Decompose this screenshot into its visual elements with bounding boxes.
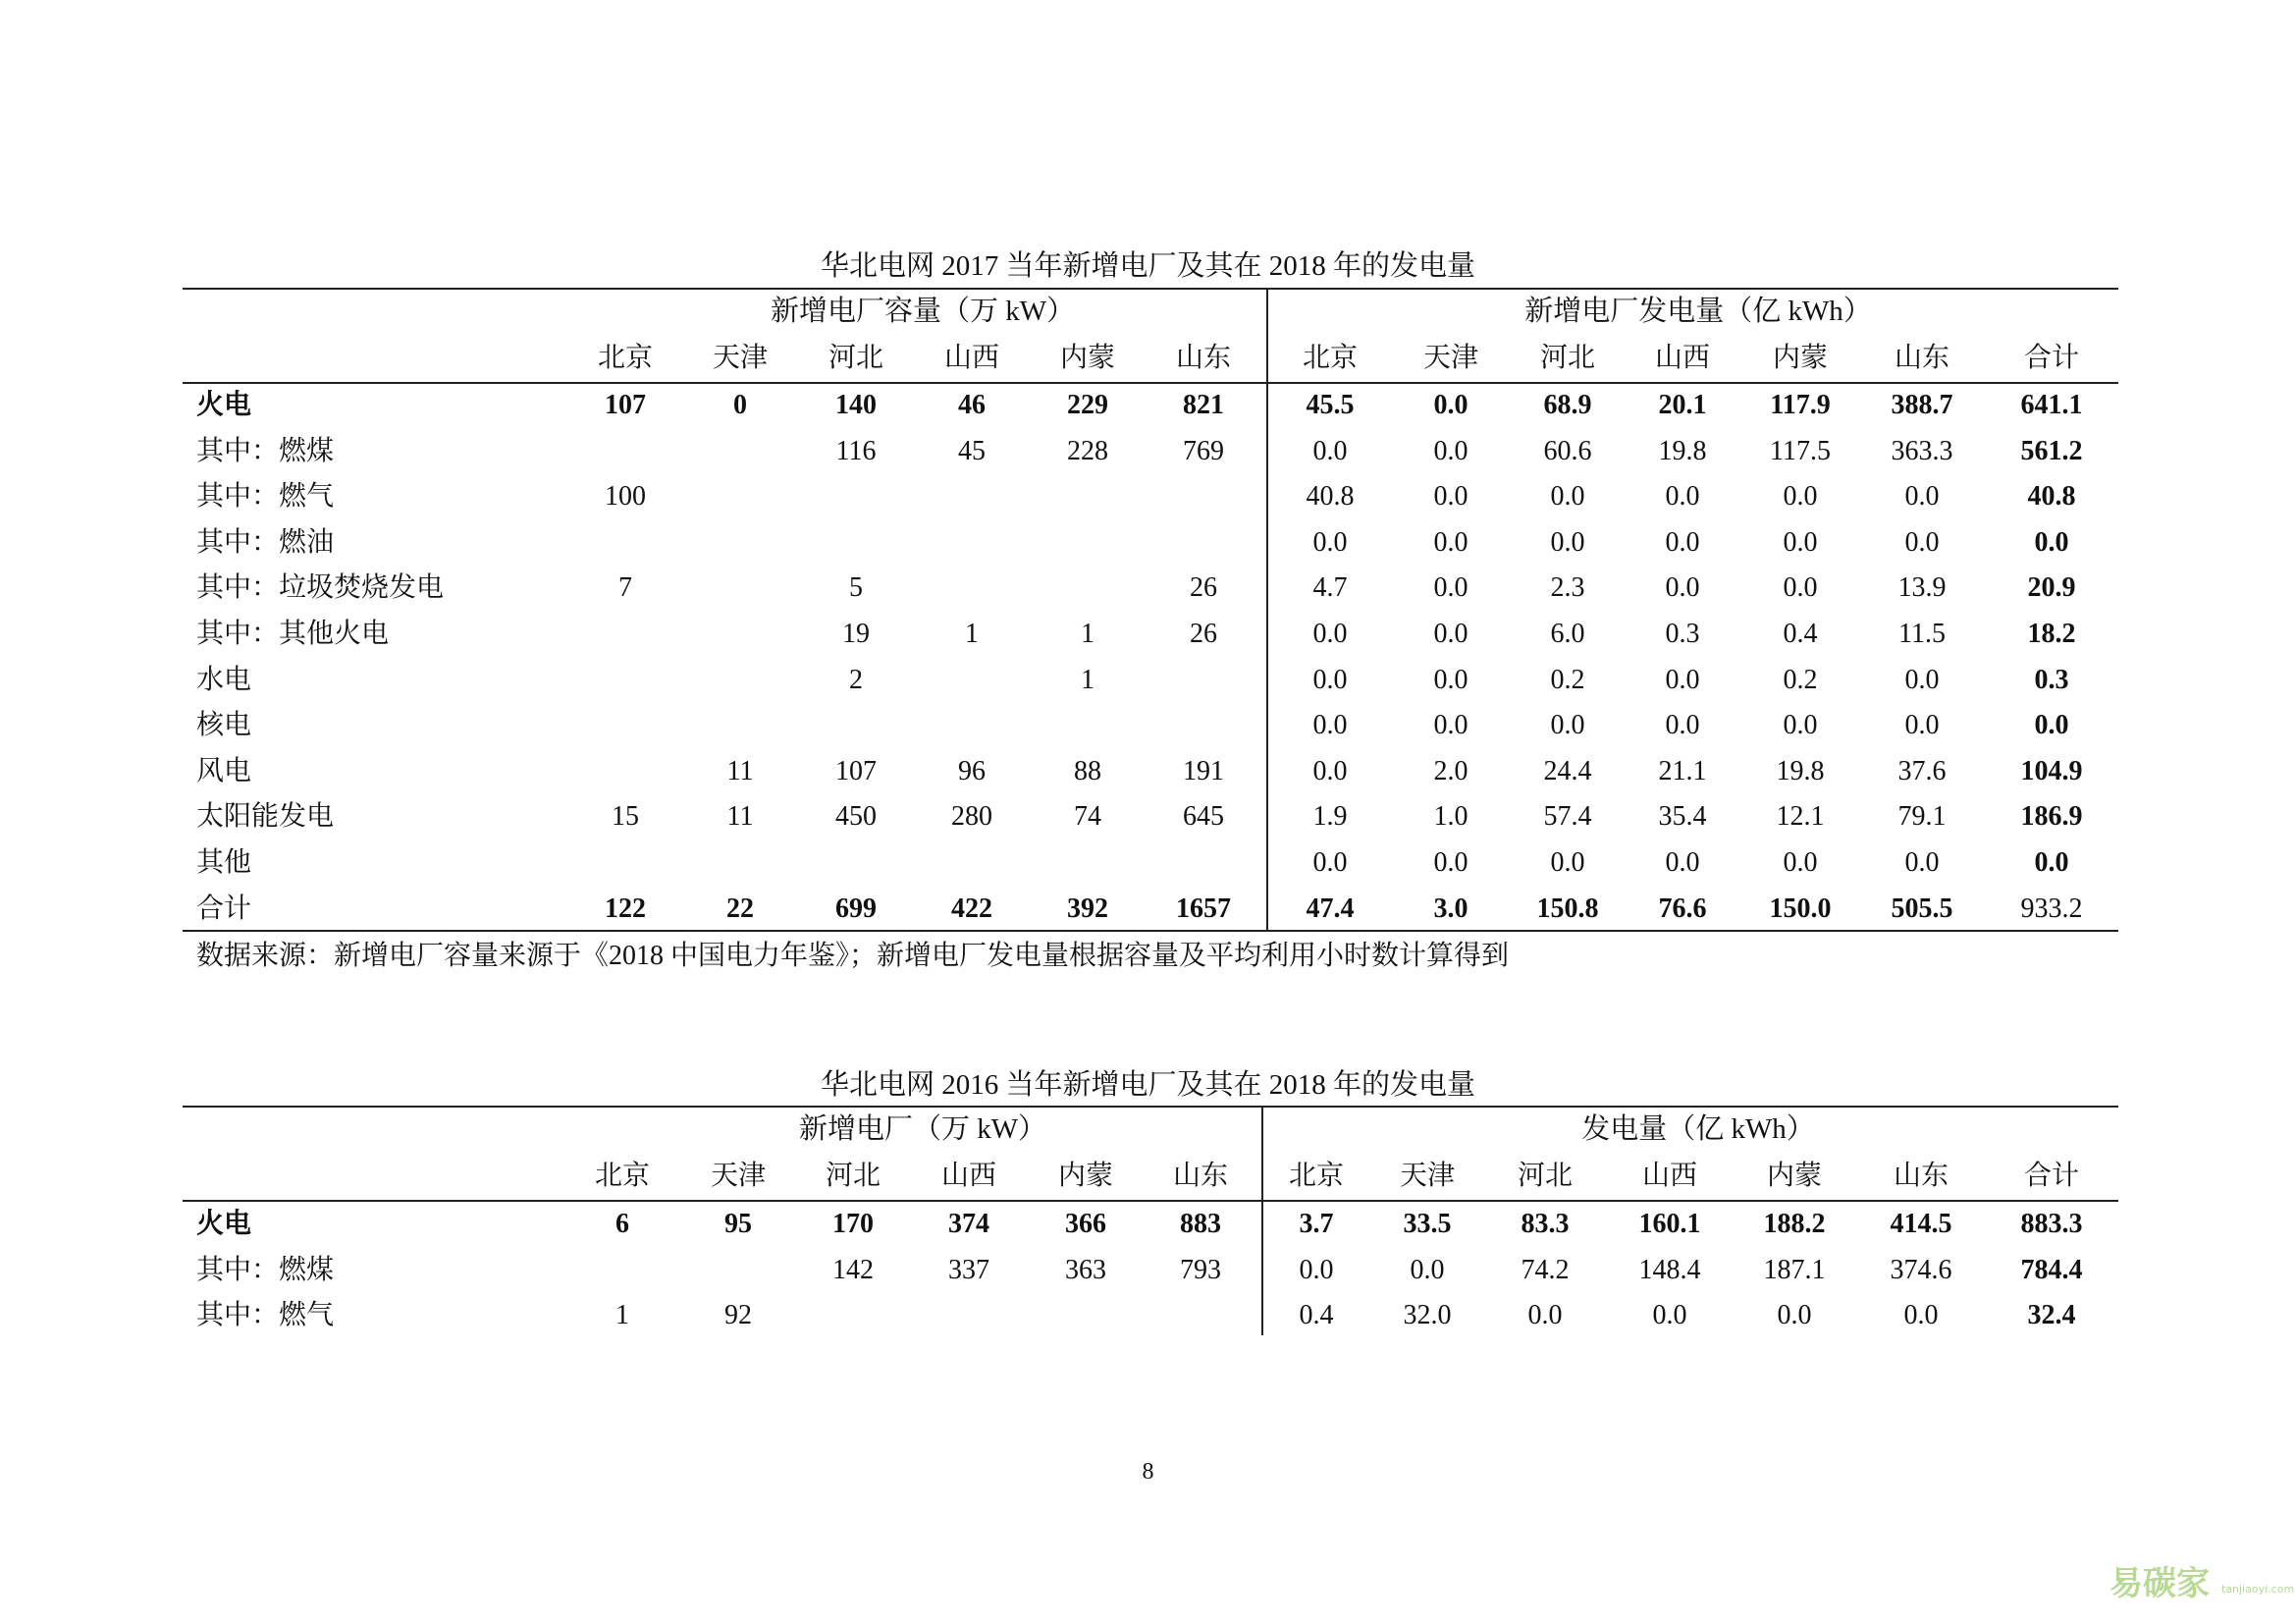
capacity-cell: 100: [605, 481, 646, 513]
generation-cell: 3.0: [1433, 893, 1468, 924]
column-header: 山东: [1894, 343, 1949, 373]
generation-cell: 3.7: [1299, 1209, 1334, 1239]
generation-cell: 0.0: [1903, 1300, 1939, 1331]
capacity-cell: [802, 520, 910, 566]
row-label: 核电: [196, 710, 252, 741]
capacity-cell: [918, 474, 1026, 519]
generation-cell: 0.0: [1665, 481, 1700, 513]
capacity-cell: [915, 1293, 1023, 1338]
generation-cell: 83.3: [1521, 1209, 1570, 1239]
capacity-cell: 15: [612, 801, 639, 833]
capacity-cell: 142: [832, 1254, 874, 1285]
capacity-cell: 6: [615, 1209, 629, 1239]
generation-cell: 0.0: [1312, 526, 1348, 558]
table1-divider: [1266, 290, 1268, 932]
generation-cell: 0.0: [2034, 526, 2069, 558]
column-header: 河北: [825, 1161, 881, 1191]
watermark-logo: [2106, 1559, 2295, 1608]
generation-cell: 0.0: [1312, 435, 1348, 466]
generation-cell: 0.4: [1783, 619, 1818, 649]
generation-cell: 0.0: [1904, 526, 1940, 558]
table2-title: 华北电网 2016 当年新增电厂及其在 2018 年的发电量: [820, 1069, 1475, 1101]
row-label: 其中：燃煤: [196, 435, 335, 466]
table2-capacity-group-header: 新增电厂（万 kW）: [798, 1113, 1047, 1145]
generation-cell: 0.0: [1652, 1300, 1687, 1331]
generation-cell: 35.4: [1658, 801, 1707, 833]
capacity-cell: [686, 840, 794, 886]
column-header: 河北: [828, 343, 883, 373]
capacity-cell: [1149, 520, 1257, 566]
generation-cell: 0.0: [1433, 526, 1468, 558]
generation-cell: 0.3: [1665, 619, 1700, 649]
table1-generation-group-header: 新增电厂发电量（亿 kWh）: [1524, 296, 1872, 327]
generation-cell: 0.0: [1665, 847, 1700, 878]
generation-cell: 0.0: [1312, 755, 1348, 786]
generation-cell: 0.0: [1312, 619, 1348, 649]
generation-cell: 0.0: [1410, 1254, 1445, 1285]
generation-cell: 21.1: [1658, 755, 1707, 786]
generation-cell: 883.3: [2020, 1209, 2083, 1239]
generation-cell: 0.2: [1550, 664, 1585, 695]
column-header: 天津: [1399, 1161, 1455, 1191]
capacity-cell: [918, 703, 1026, 748]
row-label: 其他: [196, 847, 252, 878]
capacity-cell: 7: [618, 572, 632, 604]
capacity-cell: 228: [1067, 435, 1108, 466]
capacity-cell: 1: [1081, 619, 1095, 649]
table1-bottom-rule: [183, 930, 2118, 932]
capacity-cell: [571, 612, 679, 657]
generation-cell: 0.0: [1433, 664, 1468, 695]
generation-cell: 0.0: [1433, 481, 1468, 513]
generation-cell: 45.5: [1306, 390, 1355, 420]
capacity-cell: 229: [1067, 390, 1108, 420]
generation-cell: 0.0: [1783, 847, 1818, 878]
capacity-cell: [1149, 703, 1257, 748]
column-header: 北京: [1288, 1161, 1344, 1191]
column-header: 河北: [1517, 1161, 1573, 1191]
column-header: 天津: [712, 343, 768, 373]
capacity-cell: 96: [958, 755, 986, 786]
generation-cell: 0.0: [1665, 710, 1700, 741]
capacity-cell: [1034, 474, 1142, 519]
generation-cell: 32.0: [1403, 1300, 1452, 1331]
capacity-cell: 793: [1180, 1254, 1221, 1285]
capacity-cell: [1034, 703, 1142, 748]
generation-cell: 104.9: [2020, 755, 2083, 786]
generation-cell: 0.0: [1777, 1300, 1812, 1331]
capacity-cell: 170: [832, 1209, 874, 1239]
capacity-cell: 46: [958, 390, 986, 420]
table2-generation-group-header: 发电量（亿 kWh）: [1581, 1113, 1815, 1145]
generation-cell: 0.0: [1665, 526, 1700, 558]
capacity-cell: 1: [1081, 664, 1095, 695]
capacity-cell: [568, 1248, 676, 1293]
generation-cell: 11.5: [1898, 619, 1946, 649]
capacity-cell: 374: [948, 1209, 989, 1239]
column-header: 北京: [1302, 343, 1358, 373]
generation-cell: 24.4: [1543, 755, 1592, 786]
capacity-cell: 122: [605, 893, 646, 924]
capacity-cell: [1034, 566, 1142, 611]
generation-cell: 0.0: [1665, 664, 1700, 695]
column-header: 河北: [1539, 343, 1595, 373]
generation-cell: 150.0: [1769, 893, 1832, 924]
generation-cell: 388.7: [1891, 390, 1953, 420]
column-header: 合计: [2023, 1161, 2079, 1191]
table1-title: 华北电网 2017 当年新增电厂及其在 2018 年的发电量: [820, 250, 1475, 282]
generation-cell: 1.0: [1433, 801, 1468, 833]
capacity-cell: 366: [1065, 1209, 1106, 1239]
capacity-cell: [686, 703, 794, 748]
generation-cell: 363.3: [1891, 435, 1953, 466]
column-header: 内蒙: [1059, 343, 1115, 373]
row-label: 水电: [196, 664, 252, 695]
row-label: 其中：其他火电: [196, 619, 390, 649]
capacity-cell: 0: [733, 390, 747, 420]
capacity-cell: 2: [849, 664, 863, 695]
capacity-cell: [686, 474, 794, 519]
capacity-cell: 883: [1180, 1209, 1221, 1239]
column-header: 内蒙: [1766, 1161, 1822, 1191]
capacity-cell: 645: [1183, 801, 1224, 833]
generation-cell: 0.2: [1783, 664, 1818, 695]
generation-cell: 784.4: [2020, 1254, 2083, 1285]
capacity-cell: [918, 520, 1026, 566]
generation-cell: 0.0: [1783, 710, 1818, 741]
generation-cell: 20.9: [2027, 572, 2076, 604]
generation-cell: 505.5: [1891, 893, 1953, 924]
generation-cell: 117.5: [1770, 435, 1831, 466]
capacity-cell: [686, 566, 794, 611]
capacity-cell: [571, 429, 679, 474]
capacity-cell: 45: [958, 435, 986, 466]
row-label: 其中：垃圾焚烧发电: [196, 572, 445, 604]
capacity-cell: [686, 429, 794, 474]
capacity-cell: [1034, 840, 1142, 886]
generation-cell: 150.8: [1536, 893, 1599, 924]
generation-cell: 0.0: [1783, 481, 1818, 513]
generation-cell: 148.4: [1638, 1254, 1701, 1285]
watermark-sub: tanjiaoyi.com: [2221, 1583, 2295, 1596]
capacity-cell: [802, 840, 910, 886]
generation-cell: 0.0: [2034, 710, 2069, 741]
generation-cell: 0.0: [1433, 435, 1468, 466]
row-label: 火电: [196, 1209, 252, 1239]
capacity-cell: 392: [1067, 893, 1108, 924]
column-header: 山西: [943, 343, 999, 373]
generation-cell: 0.0: [1527, 1300, 1563, 1331]
generation-cell: 6.0: [1550, 619, 1585, 649]
capacity-cell: 11: [726, 755, 754, 786]
capacity-cell: [571, 840, 679, 886]
row-label: 合计: [196, 893, 252, 924]
capacity-cell: 1: [615, 1300, 629, 1331]
capacity-cell: 22: [726, 893, 754, 924]
capacity-cell: 699: [835, 893, 877, 924]
capacity-cell: 363: [1065, 1254, 1106, 1285]
capacity-cell: 1657: [1176, 893, 1231, 924]
capacity-cell: [799, 1293, 907, 1338]
capacity-cell: 26: [1190, 619, 1217, 649]
column-header: 天津: [710, 1161, 766, 1191]
generation-cell: 0.0: [1550, 481, 1585, 513]
generation-cell: 57.4: [1543, 801, 1592, 833]
generation-cell: 0.0: [1550, 710, 1585, 741]
capacity-cell: 19: [842, 619, 870, 649]
capacity-cell: [802, 474, 910, 519]
capacity-cell: [802, 703, 910, 748]
row-label: 其中：燃煤: [196, 1254, 335, 1285]
watermark-text: 易碳家: [2109, 1564, 2210, 1603]
capacity-cell: [918, 658, 1026, 703]
capacity-cell: [1032, 1293, 1140, 1338]
capacity-cell: [1149, 840, 1257, 886]
generation-cell: 19.8: [1658, 435, 1707, 466]
generation-cell: 187.1: [1763, 1254, 1826, 1285]
generation-cell: 160.1: [1638, 1209, 1701, 1239]
generation-cell: 0.0: [1783, 572, 1818, 604]
generation-cell: 0.0: [1312, 664, 1348, 695]
capacity-cell: [571, 520, 679, 566]
capacity-cell: 5: [849, 572, 863, 604]
capacity-cell: [686, 520, 794, 566]
row-label: 其中：燃气: [196, 1300, 335, 1331]
capacity-cell: 422: [951, 893, 992, 924]
page-number: 8: [1142, 1459, 1154, 1485]
capacity-cell: 1: [965, 619, 979, 649]
column-header: 山东: [1172, 1161, 1228, 1191]
generation-cell: 0.0: [1299, 1254, 1334, 1285]
generation-cell: 188.2: [1763, 1209, 1826, 1239]
generation-cell: 47.4: [1306, 893, 1355, 924]
generation-cell: 0.0: [1550, 847, 1585, 878]
column-header: 内蒙: [1772, 343, 1828, 373]
capacity-cell: 92: [724, 1300, 752, 1331]
generation-cell: 0.3: [2034, 664, 2069, 695]
generation-cell: 13.9: [1897, 572, 1947, 604]
capacity-cell: 107: [605, 390, 646, 420]
capacity-cell: [1149, 658, 1257, 703]
generation-cell: 12.1: [1776, 801, 1825, 833]
capacity-cell: 769: [1183, 435, 1224, 466]
generation-cell: 40.8: [1306, 481, 1355, 513]
generation-cell: 37.6: [1897, 755, 1947, 786]
capacity-cell: [1034, 520, 1142, 566]
generation-cell: 0.0: [1433, 710, 1468, 741]
column-header: 合计: [2023, 343, 2079, 373]
generation-cell: 33.5: [1403, 1209, 1452, 1239]
row-label: 太阳能发电: [196, 801, 335, 833]
generation-cell: 2.0: [1433, 755, 1468, 786]
generation-cell: 933.2: [2020, 893, 2083, 924]
generation-cell: 414.5: [1890, 1209, 1952, 1239]
table1-capacity-group-header: 新增电厂容量（万 kW）: [770, 296, 1076, 327]
generation-cell: 19.8: [1776, 755, 1825, 786]
generation-cell: 68.9: [1543, 390, 1592, 420]
capacity-cell: [1147, 1293, 1255, 1338]
generation-cell: 79.1: [1897, 801, 1947, 833]
generation-cell: 0.4: [1299, 1300, 1334, 1331]
generation-cell: 0.0: [1433, 847, 1468, 878]
capacity-cell: [686, 658, 794, 703]
row-label: 其中：燃气: [196, 481, 335, 513]
generation-cell: 186.9: [2020, 801, 2083, 833]
generation-cell: 20.1: [1658, 390, 1707, 420]
generation-cell: 0.0: [1904, 664, 1940, 695]
generation-cell: 4.7: [1312, 572, 1348, 604]
capacity-cell: [686, 612, 794, 657]
generation-cell: 1.9: [1312, 801, 1348, 833]
generation-cell: 641.1: [2020, 390, 2083, 420]
capacity-cell: 140: [835, 390, 877, 420]
capacity-cell: 74: [1074, 801, 1101, 833]
capacity-cell: 450: [835, 801, 877, 833]
generation-cell: 0.0: [1904, 847, 1940, 878]
generation-cell: 117.9: [1770, 390, 1831, 420]
generation-cell: 0.0: [2034, 847, 2069, 878]
capacity-cell: 11: [726, 801, 754, 833]
generation-cell: 0.0: [1433, 619, 1468, 649]
capacity-cell: 821: [1183, 390, 1224, 420]
generation-cell: 0.0: [1665, 572, 1700, 604]
generation-cell: 60.6: [1543, 435, 1592, 466]
column-header: 山西: [1641, 1161, 1697, 1191]
generation-cell: 0.0: [1312, 847, 1348, 878]
capacity-cell: 26: [1190, 572, 1217, 604]
generation-cell: 32.4: [2027, 1300, 2076, 1331]
capacity-cell: [1149, 474, 1257, 519]
row-label: 风电: [196, 755, 252, 786]
generation-cell: 2.3: [1550, 572, 1585, 604]
column-header: 北京: [594, 1161, 650, 1191]
capacity-cell: 107: [835, 755, 877, 786]
generation-cell: 0.0: [1783, 526, 1818, 558]
capacity-cell: [918, 840, 1026, 886]
generation-cell: 0.0: [1433, 572, 1468, 604]
column-header: 山西: [940, 1161, 996, 1191]
generation-cell: 74.2: [1521, 1254, 1570, 1285]
capacity-cell: 191: [1183, 755, 1224, 786]
generation-cell: 0.0: [1433, 390, 1468, 420]
column-header: 山东: [1175, 343, 1231, 373]
column-header: 山西: [1654, 343, 1710, 373]
table1-source-note: 数据来源：新增电厂容量来源于《2018 中国电力年鉴》；新增电厂发电量根据容量及平均利用小时数计算得到: [196, 941, 1510, 971]
capacity-cell: [571, 703, 679, 748]
column-header: 北京: [597, 343, 653, 373]
generation-cell: 0.0: [1904, 710, 1940, 741]
generation-cell: 40.8: [2027, 481, 2076, 513]
capacity-cell: [571, 749, 679, 794]
capacity-cell: 88: [1074, 755, 1101, 786]
capacity-cell: 280: [951, 801, 992, 833]
generation-cell: 18.2: [2027, 619, 2076, 649]
row-label: 其中：燃油: [196, 526, 335, 558]
capacity-cell: [684, 1248, 792, 1293]
capacity-cell: 95: [724, 1209, 752, 1239]
column-header: 内蒙: [1057, 1161, 1113, 1191]
column-header: 山东: [1893, 1161, 1949, 1191]
capacity-cell: [918, 566, 1026, 611]
generation-cell: 0.0: [1550, 526, 1585, 558]
generation-cell: 374.6: [1890, 1254, 1952, 1285]
capacity-cell: [571, 658, 679, 703]
generation-cell: 561.2: [2020, 435, 2083, 466]
capacity-cell: 116: [835, 435, 877, 466]
capacity-cell: 337: [948, 1254, 989, 1285]
generation-cell: 0.0: [1312, 710, 1348, 741]
generation-cell: 76.6: [1658, 893, 1707, 924]
generation-cell: 0.0: [1904, 481, 1940, 513]
row-label: 火电: [196, 390, 252, 420]
column-header: 天津: [1422, 343, 1478, 373]
